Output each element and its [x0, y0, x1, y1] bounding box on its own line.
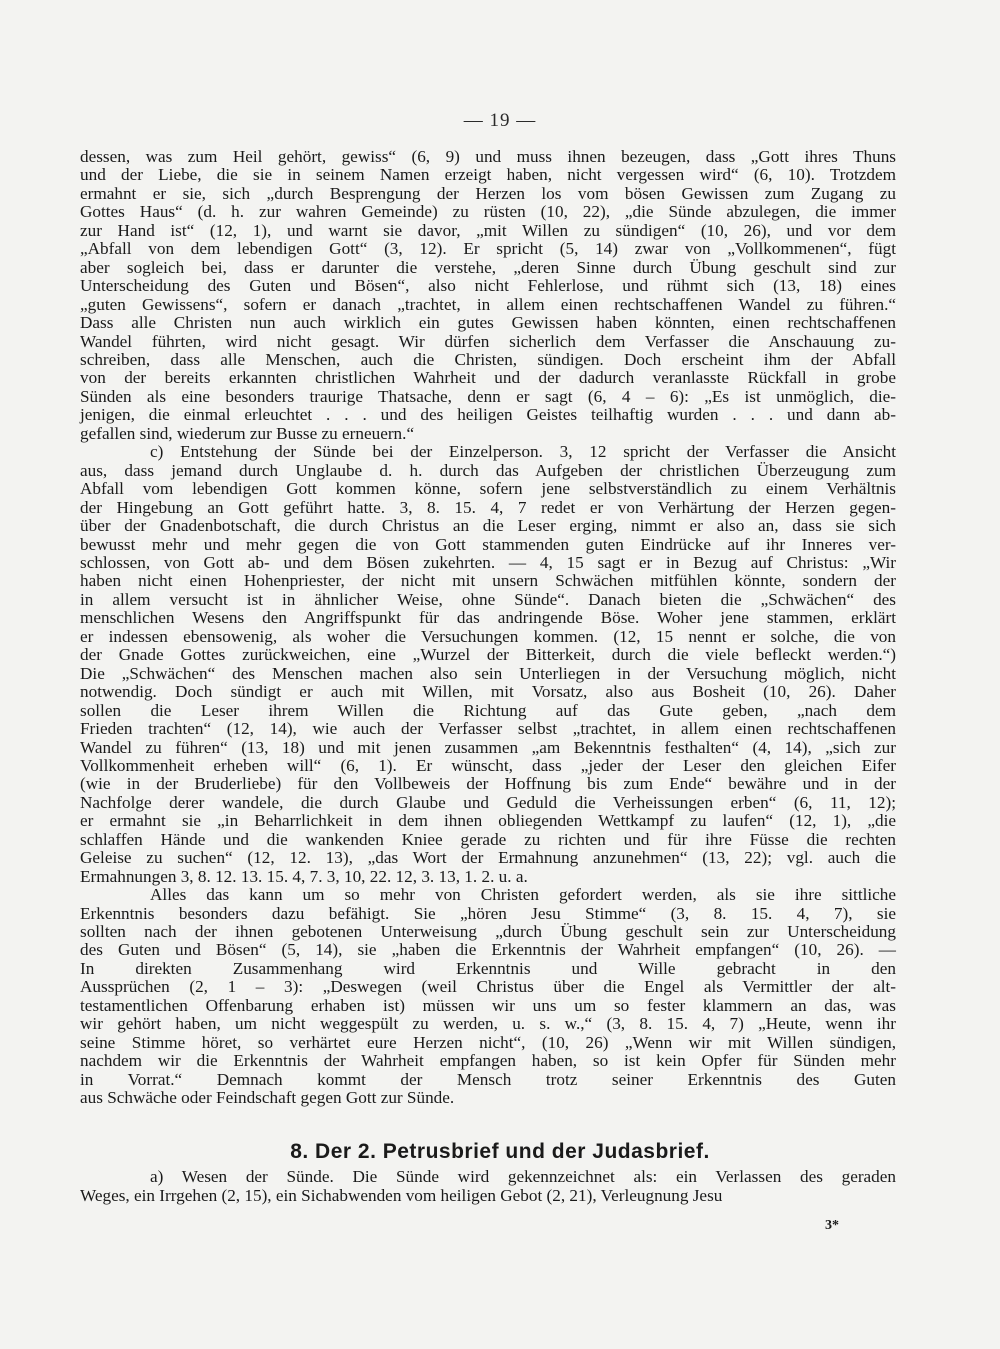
text-line: von der bereits erkannten christlichen Wahrheit und der dadurch veranlasste Rückfall in grobe: [80, 368, 896, 388]
text-line: schreiben, dass alle Menschen, auch die Christen, sündigen. Doch erscheint ihm der Abfall: [80, 349, 896, 369]
text-line: über der Gnadenbotschaft, die durch Christus an die Leser erging, nimmt er also an, dass sie sich: [80, 516, 896, 536]
text-line: Erkenntnis besonders dazu befähigt. Sie „hören Jesu Stimme“ (3, 8. 15. 4, 7), sie: [80, 903, 896, 923]
section-heading: 8. Der 2. Petrusbrief und der Judasbrief.: [290, 1140, 710, 1163]
text-line: a) Wesen der Sünde. Die Sünde wird gekennzeichnet als: ein Verlassen des geraden: [150, 1167, 896, 1186]
text-line: sollen die Leser ihrem Willen die Richtung auf das Gute geben, „nach dem: [80, 700, 896, 720]
text-line: Frieden trachten“ (12, 14), wie auch der Verfasser selbst „trachtet, in allem einen rechtschaffenen: [80, 719, 896, 739]
text-line: des Guten und Bösen“ (5, 14), sie „haben die Erkenntnis der Wahrheit empfangen“ (10, 26). —: [80, 940, 896, 960]
text-line: Gottes Haus“ (d. h. zur wahren Gemeinde) zu rüsten (10, 22), „die Sünde abzulegen, die immer: [80, 202, 896, 222]
text-line: und der Liebe, die sie in seinem Namen erzeigt haben, nicht vergessen wird“ (6, 10). Trotzdem: [80, 165, 896, 185]
text-line: schlossen, von Gott ab- und dem Bösen zukehrten. — 4, 15 sagt er in Bezug auf Christus: „Wir: [80, 552, 896, 572]
text-line: (wie in der Bruderliebe) für den Vollbeweis der Hoffnung bis zum Ende“ bewähre und in der: [80, 774, 896, 794]
text-line: schlaffen Hände und die wankenden Kniee gerade zu richten und für ihre Füsse die rechten: [80, 829, 896, 849]
text-line: Alles das kann um so mehr von Christen gefordert werden, als sie ihre sittliche: [150, 885, 896, 905]
text-line: jenigen, die einmal erleuchtet . . . und des heiligen Geistes teilhaftig wurden . . . und dann ab-: [80, 405, 896, 425]
text-line: der Hingebung an Gott geführt hatte. 3, 8. 15. 4, 7 redet er von Verhärtung der Herzen gegen-: [80, 497, 896, 517]
text-line: dessen, was zum Heil gehört, gewiss“ (6, 9) und muss ihnen bezeugen, dass „Gott ihres Thuns: [80, 147, 896, 166]
text-line: Wandel zu führen“ (13, 18) und mit jenen zusammen „am Bekenntnis festhalten“ (4, 14), „sich zur: [80, 737, 896, 757]
text-line: Vollkommenheit erheben will“ (6, 1). Er wünscht, dass „jeder der Leser den gleichen Eifer: [80, 755, 896, 775]
text-line: „Abfall von dem lebendigen Gott“ (3, 12). Er spricht (5, 14) zwar von „Vollkommenen“, fügt: [80, 239, 896, 259]
page-number: — 19 —: [463, 110, 537, 131]
text-line: er ermahnt sie „in Beharrlichkeit in dem ihnen obliegenden Wettkampf zu laufen“ (12, 1), „die: [80, 811, 896, 831]
text-line: Wandel führten, wird nicht gesagt. Wir dürfen sicherlich dem Verfasser die Anschauung zu-: [80, 331, 896, 351]
text-line: „guten Gewissens“, sofern er danach „trachtet, in allem einen rechtschaffenen Wandel zu führen.“: [80, 294, 896, 314]
text-line: Nachfolge derer wandele, die durch Glaube und Geduld die Verheissungen erben“ (6, 11, 12);: [80, 792, 896, 812]
text-line: aus, dass jemand durch Unglaube d. h. durch das Aufgeben der christlichen Überzeugung zum: [80, 460, 896, 480]
text-line: Die „Schwächen“ des Menschen machen also sein Unterliegen in der Versuchung möglich, nicht: [80, 663, 896, 683]
text-line: c) Entstehung der Sünde bei der Einzelperson. 3, 12 spricht der Verfasser die Ansicht: [150, 442, 896, 462]
text-line: wir gehört haben, um nicht weggespült zu werden, u. s. w.,“ (3, 8. 15. 4, 7) „Heute, wenn ihr: [80, 1014, 896, 1034]
text-line: Unterscheidung des Guten und Bösen“, also nicht Fehlerlose, und rühmt sich (13, 18) eines: [80, 276, 896, 296]
text-line: Sünden als eine besonders traurige Thatsache, denn er sagt (6, 4 – 6): „Es ist unmöglich, die-: [80, 386, 896, 406]
text-line: in allem versucht ist in ähnlicher Weise, ohne Sünde“. Danach bieten die „Schwächen“ des: [80, 589, 896, 609]
text-line: sollten nach der ihnen gebotenen Unterweisung „durch Übung geschult sein zur Unterscheidung: [80, 922, 896, 942]
body-text: [80, 148, 896, 1108]
section-text: [80, 1168, 896, 1205]
text-line: in Vorrat.“ Demnach kommt der Mensch trotz seiner Erkenntnis des Guten: [80, 1069, 896, 1089]
text-line: gefallen sind, wiederum zur Busse zu erneuern.“: [80, 423, 415, 443]
text-line: Ermahnungen 3, 8. 12. 13. 15. 4, 7. 3, 10, 22. 12, 3. 13, 1. 2. u. a.: [80, 866, 528, 886]
text-line: der Gnade Gottes zurückweichen, eine „Wurzel der Bitterkeit, durch die viele befleckt werden.“): [80, 645, 896, 665]
text-line: Aussprüchen (2, 1 – 3): „Deswegen (weil Christus über die Engel als Vermittler der alt-: [80, 977, 896, 997]
text-line: aber sogleich bei, dass er darunter die verstehe, „deren Sinne durch Übung geschult sind zur: [80, 257, 896, 277]
text-line: bewusst mehr und mehr gegen die von Gott stammenden guten Eindrücke auf ihr Inneres ver-: [80, 534, 896, 554]
text-line: aus Schwäche oder Feindschaft gegen Gott zur Sünde.: [80, 1088, 455, 1108]
text-line: ermahnt er sie, sich „durch Besprengung der Herzen los vom bösen Gewissen zum Zugang zu: [80, 183, 896, 203]
text-line: testamentlichen Offenbarung erhaben ist) müssen wir uns um so fester klammern an das, was: [80, 995, 896, 1015]
text-line: Weges, ein Irrgehen (2, 15), ein Sichabwenden vom heiligen Gebot (2, 21), Verleugnung Jesu: [80, 1185, 723, 1205]
text-line: haben nicht einen Hohenpriester, der nicht mit unsern Schwächen mitfühlen könnte, sondern der: [80, 571, 896, 591]
text-line: notwendig. Doch sündigt er auch mit Willen, mit Vorsatz, also aus Bosheit (10, 26). Daher: [80, 682, 896, 702]
text-line: Geleise zu suchen“ (12, 12. 13), „das Wort der Ermahnung anzunehmen“ (13, 22); vgl. auch die: [80, 848, 896, 868]
text-line: er indessen ebensowenig, als woher die Versuchungen kommen. (12, 15 nennt er solche, die von: [80, 626, 896, 646]
text-line: zur Hand ist“ (12, 1), und warnt sie davor, „mit Willen zu sündigen“ (10, 26), und vor dem: [80, 220, 896, 240]
text-line: nachdem wir die Erkenntnis der Wahrheit empfangen haben, so ist kein Opfer für Sünden mehr: [80, 1051, 896, 1071]
text-line: Abfall vom lebendigen Gott kommen könne, sofern jene selbstverständlich zu einem Verhältnis: [80, 479, 896, 499]
text-line: seine Stimme höret, so verhärtet eure Herzen nicht“, (10, 26) „Wenn wir mit Willen sündigen,: [80, 1032, 896, 1052]
signature-mark: 3*: [825, 1218, 839, 1233]
text-line: In direkten Zusammenhang wird Erkenntnis und Wille gebracht in den: [80, 958, 896, 978]
text-line: Dass alle Christen nun auch wirklich ein gutes Gewissen haben könnten, einen rechtschaffenen: [80, 313, 896, 333]
text-line: menschlichen Wesens den Angriffspunkt für das andringende Böse. Woher jene stammen, erklärt: [80, 608, 896, 628]
